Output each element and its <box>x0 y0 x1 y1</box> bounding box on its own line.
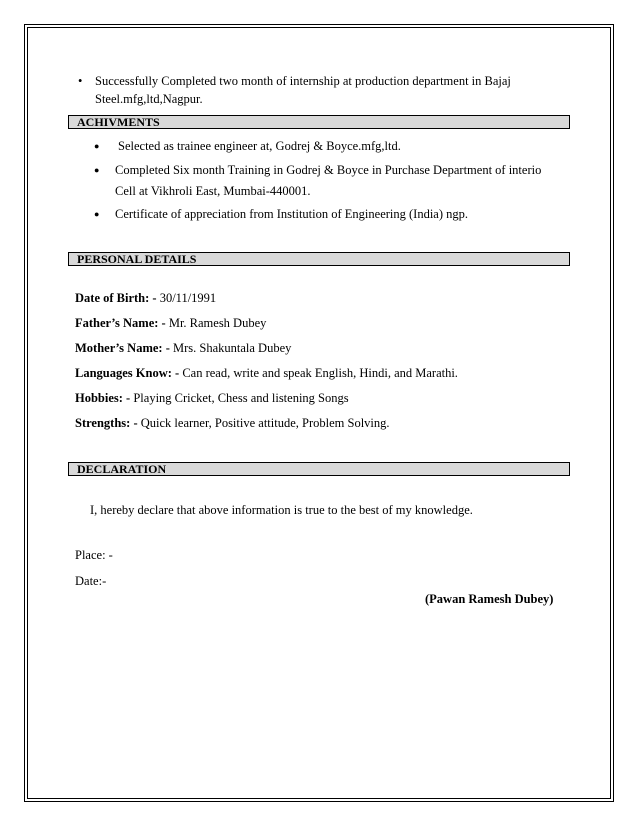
father-name-label: Father’s Name: - <box>75 316 166 330</box>
dob-label: Date of Birth: - <box>75 291 157 305</box>
mother-name-row <box>75 340 291 356</box>
declaration-statement: I, hereby declare that above information is true to the best of my knowledge. <box>90 503 473 517</box>
strengths-row <box>75 415 390 431</box>
languages-label: Languages Know: - <box>75 366 180 380</box>
achievement-bullet-3: ● <box>94 209 100 219</box>
intro-bullet-line1: Successfully Completed two month of internship at production department in Bajaj <box>95 74 511 88</box>
languages-row <box>75 365 458 381</box>
languages-value: Can read, write and speak English, Hindi, and Marathi. <box>179 366 458 380</box>
dob-value: 30/11/1991 <box>156 291 217 305</box>
signature-name: (Pawan Ramesh Dubey) <box>425 592 554 606</box>
mother-name-value: Mrs. Shakuntala Dubey <box>169 341 292 355</box>
strengths-label: Strengths: - <box>75 416 138 430</box>
date-label: Date:- <box>75 574 107 588</box>
intro-bullet-marker: • <box>78 74 83 88</box>
hobbies-value: Playing Cricket, Chess and listening Songs <box>130 391 349 405</box>
achievement-bullet-2: ● <box>94 165 100 175</box>
section-heading-achievements: ACHIVMENTS <box>68 115 570 129</box>
achievement-bullet-1: ● <box>94 141 100 151</box>
achievement-item-2-line1: Completed Six month Training in Godrej & Boyce in Purchase Department of interio <box>115 163 542 177</box>
father-name-row <box>75 315 266 331</box>
strengths-value: Quick learner, Positive attitude, Problem Solving. <box>137 416 390 430</box>
hobbies-row <box>75 390 349 406</box>
achievement-item-2-line2: Cell at Vikhroli East, Mumbai-440001. <box>115 184 311 198</box>
intro-bullet-line2: Steel.mfg,ltd,Nagpur. <box>95 92 203 106</box>
dob-row <box>75 290 216 306</box>
mother-name-label: Mother’s Name: - <box>75 341 170 355</box>
achievement-item-1: Selected as trainee engineer at, Godrej & Boyce.mfg,ltd. <box>118 139 401 153</box>
achievement-item-3: Certificate of appreciation from Institution of Engineering (India) ngp. <box>115 207 469 221</box>
section-heading-personal-details: PERSONAL DETAILS <box>68 252 570 266</box>
place-label: Place: - <box>75 548 113 562</box>
father-name-value: Mr. Ramesh Dubey <box>165 316 267 330</box>
section-heading-declaration: DECLARATION <box>68 462 570 476</box>
hobbies-label: Hobbies: - <box>75 391 131 405</box>
